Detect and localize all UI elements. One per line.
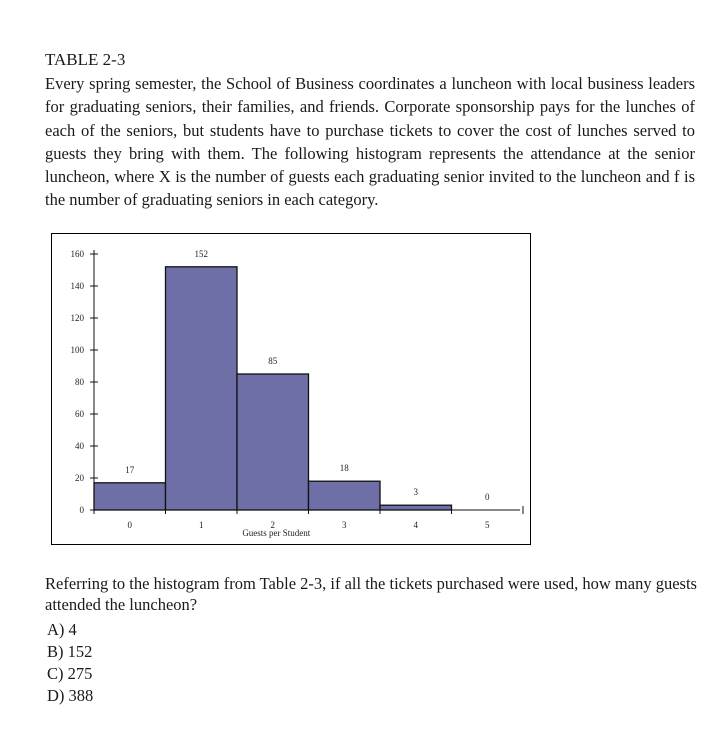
x-tick-label: 4 [413,520,418,530]
x-tick-label: 5 [485,520,490,530]
histogram-bar [309,481,381,510]
bar-data-label: 3 [413,487,418,498]
answer-options [47,619,93,707]
x-tick-label: 2 [270,520,275,530]
x-tick-label: 0 [127,520,132,530]
y-tick-label: 100 [70,345,84,355]
y-tick-label: 120 [70,313,84,323]
y-tick-label: 40 [75,441,84,451]
bar-data-label: 85 [268,356,278,366]
y-tick-label: 0 [79,505,84,515]
histogram-svg [52,234,530,544]
question-text: Referring to the histogram from Table 2-3, if all the tickets purchased were used, how many guests attended the luncheon? [45,574,697,614]
histogram-bar [94,483,166,510]
histogram-bar [380,505,452,510]
option-c[interactable]: C) 275 [47,664,93,683]
table-label: TABLE 2-3 [45,50,126,69]
histogram-bar [237,374,309,510]
option-d[interactable]: D) 388 [47,686,94,705]
histogram-bar [166,267,238,510]
bar-data-label: 18 [339,463,349,474]
y-tick-label: 60 [75,409,84,419]
bar-data-label: 0 [485,492,490,502]
y-tick-label: 160 [70,249,84,259]
histogram-chart [51,233,531,545]
intro-paragraph: Every spring semester, the School of Business coordinates a luncheon with local business leaders for graduating seniors, their families, and friends. Corporate sponsorship pays for the lunches of each of the seniors, but students have to purchase tickets to cover the cost of lunches served to guests they bring with them. The following histogram represents the attendance at the senior luncheon, where X is the number of guests each graduating senior invited to the luncheon and f is the number of graduating seniors in each category. [45,74,695,210]
x-tick-label: 1 [199,520,204,530]
x-axis-title: Guests per Student [242,528,311,538]
x-tick-label: 3 [342,520,347,530]
y-tick-label: 80 [75,377,84,387]
option-b[interactable]: B) 152 [47,642,93,661]
y-tick-label: 20 [75,473,84,483]
y-tick-label: 140 [70,281,84,291]
bar-data-label: 152 [194,248,208,259]
bar-data-label: 17 [125,464,135,475]
option-a[interactable]: A) 4 [47,620,77,639]
